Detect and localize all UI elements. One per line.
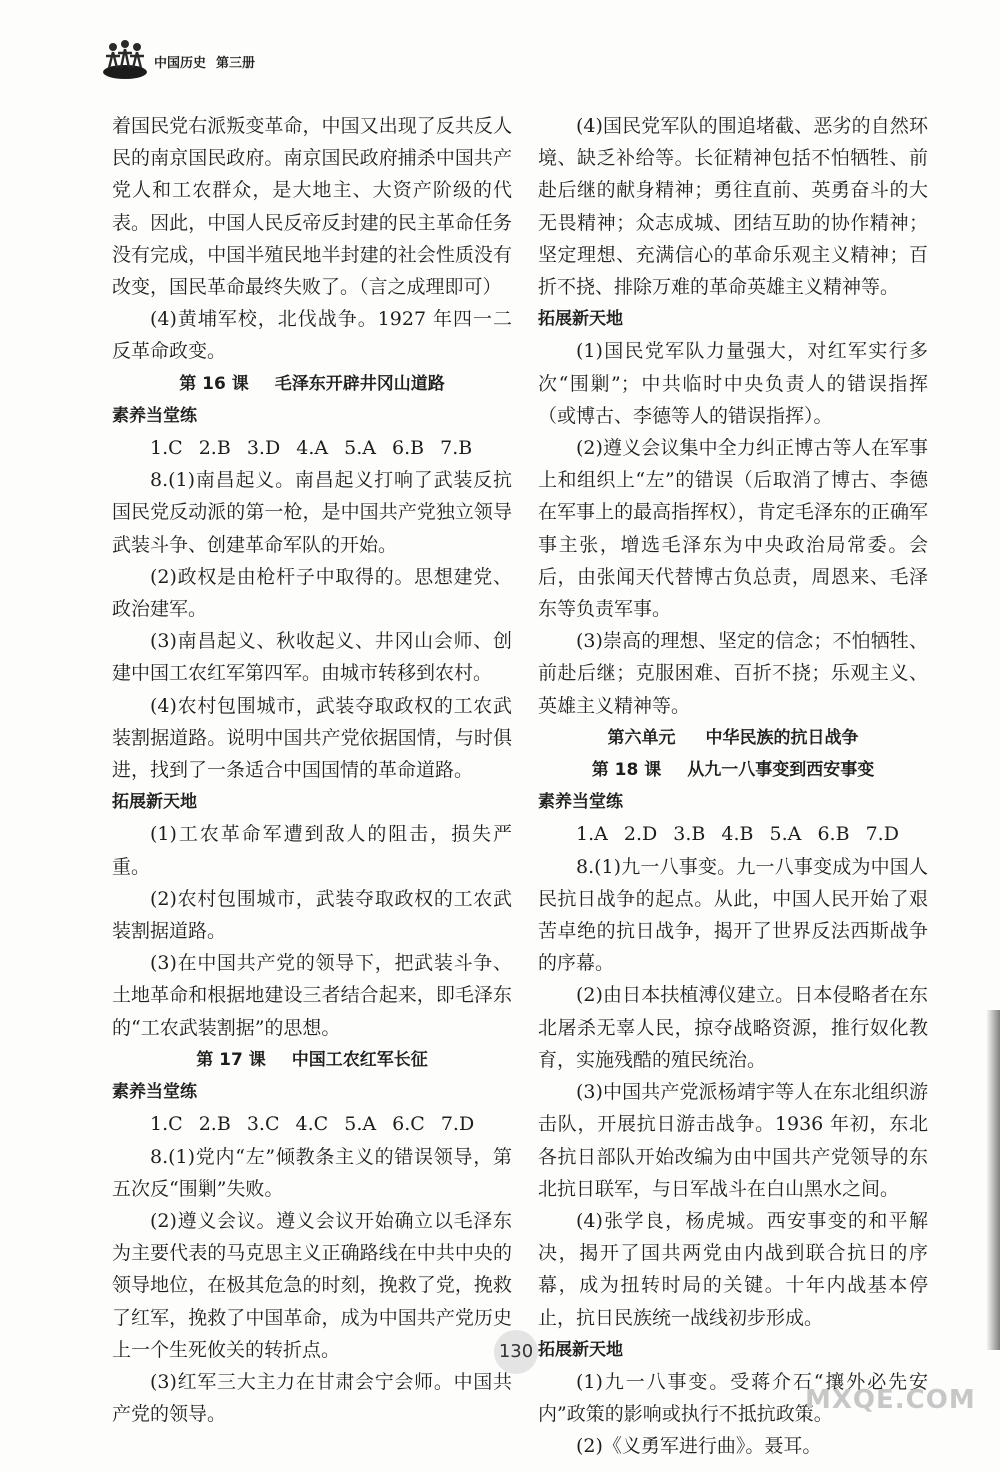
lesson-title: 从九一八事变到西安事变: [687, 760, 875, 781]
paragraph: 8.(1)南昌起义。南昌起义打响了武装反抗国民党反动派的第一枪，是中国共产党独立领导武装斗争、创建革命军队的开始。: [112, 469, 512, 556]
paragraph: (2)遵义会议集中全力纠正博古等人在军事上和组织上“左”的错误（后取消了博古、李德在军事上的最高指挥权），肯定毛泽东的正确军事主张，增选毛泽东为中央政治局常委。会后，由张闻天代替博古负总责，周恩来、毛泽东等负责军事。: [538, 437, 928, 621]
paragraph: (4)农村包围城市，武装夺取政权的工农武装割据道路。说明中国共产党依据国情，与时俱进，找到了一条适合中国国情的革命道路。: [112, 694, 512, 782]
unit-number: 第六单元: [607, 727, 676, 748]
paragraph: (3)红军三大主力在甘肃会宁会师。中国共产党的领导。: [112, 1370, 512, 1426]
paragraph: (1)工农革命军遭到敌人的阻击，损失严重。: [112, 823, 512, 878]
paragraph: (2)政权是由枪杆子中取得的。思想建党、政治建军。: [112, 565, 512, 621]
page-number: 130: [494, 1330, 538, 1374]
page-edge-shadow: [986, 1010, 1000, 1350]
lesson-title: 毛泽东开辟井冈山道路: [274, 373, 445, 394]
page-header: [100, 38, 320, 80]
lesson-number: 第 16 课: [179, 373, 249, 394]
unit-title: 中华民族的抗日战争: [705, 727, 859, 748]
paragraph: (3)南昌起义、秋收起义、井冈山会师、创建中国工农红军第四军。由城市转移到农村。: [112, 630, 512, 685]
volume-title: 第三册: [216, 56, 256, 71]
answer-key: 1.C 2.B 3.D 4.A 5.A 6.B 7.B: [150, 437, 473, 460]
running-title: [154, 52, 265, 71]
lesson-heading: [112, 1044, 512, 1076]
paragraph: (2)农村包围城市，武装夺取政权的工农武装割据道路。: [112, 887, 512, 943]
paragraph: (4)张学良，杨虎城。西安事变的和平解决，揭开了国共两党由内战到联合抗日的序幕，成为扭转时局的关键。十年内战基本停止，抗日民族统一战线初步形成。: [538, 1209, 928, 1329]
left-column: [112, 110, 512, 1430]
paragraph: (3)崇高的理想、坚定的信念；不怕牺牲、前赴后继；克服困难、百折不挠；乐观主义、英雄主义精神等。: [538, 630, 928, 717]
section-heading: 拓展新天地: [538, 1339, 623, 1360]
lesson-title: 中国工农红军长征: [291, 1049, 428, 1070]
right-column: [538, 110, 928, 1463]
paragraph: 8.(1)九一八事变。九一八事变成为中国人民抗日战争的起点。从此，中国人民开始了艰苦卓绝的抗日战争，揭开了世界反法西斯战争的序幕。: [538, 855, 928, 975]
unit-heading: [538, 722, 928, 754]
section-heading: 素养当堂练: [112, 1082, 197, 1103]
paragraph: (3)在中国共产党的领导下，把武装斗争、土地革命和根据地建设三者结合起来，即毛泽东的“工农武装割据”的思想。: [112, 952, 512, 1039]
paragraph: (1)九一八事变。受蒋介石“攘外必先安内”政策的影响或执行不抵抗政策。: [538, 1370, 928, 1426]
lesson-heading: [538, 754, 928, 786]
paragraph: (2)由日本扶植溥仪建立。日本侵略者在东北屠杀无辜人民，掠夺战略资源，推行奴化教育，实施残酷的殖民统治。: [538, 984, 928, 1071]
book-logo-icon: [100, 38, 150, 80]
book-title: 中国历史: [154, 56, 207, 71]
section-heading: 素养当堂练: [538, 792, 623, 813]
paragraph: (2)遵义会议。遵义会议开始确立以毛泽东为主要代表的马克思主义正确路线在中共中央的领导地位，在极其危急的时刻，挽救了党，挽救了红军，挽救了中国革命，成为中国共产党历史上一个生死攸关的转折点。: [112, 1209, 512, 1361]
paragraph: (3)中国共产党派杨靖宇等人在东北组织游击队，开展抗日游击战争。1936 年初，东北各抗日部队开始改编为由中国共产党领导的东北抗日联军，与日军战斗在白山黑水之间。: [538, 1081, 928, 1200]
paragraph: (4)国民党军队的围追堵截、恶劣的自然环境、缺乏补给等。长征精神包括不怕牺牲、前赴后继的献身精神；勇往直前、英勇奋斗的大无畏精神；众志成城、团结互助的协作精神；坚定理想、充满信心的革命乐观主义精神；百折不挠、排除万难的革命英雄主义精神等。: [538, 115, 928, 299]
site-watermark: MXQE.COM: [805, 1385, 976, 1415]
section-heading: 素养当堂练: [112, 405, 197, 426]
lesson-number: 第 18 课: [591, 760, 662, 781]
lesson-number: 第 17 课: [196, 1049, 266, 1070]
paragraph: (1)国民党军队力量强大，对红军实行多次“围剿”；中共临时中央负责人的错误指挥（或博古、李德等人的错误指挥）。: [538, 340, 928, 427]
answer-key: 1.A 2.D 3.B 4.B 5.A 6.B 7.D: [576, 823, 899, 846]
paragraph: 8.(1)党内“左”倾教条主义的错误领导，第五次反“围剿”失败。: [112, 1145, 512, 1200]
paragraph: (2)《义勇军进行曲》。聂耳。: [576, 1435, 822, 1458]
answer-key: 1.C 2.B 3.C 4.C 5.A 6.C 7.D: [150, 1113, 475, 1136]
section-heading: 拓展新天地: [538, 309, 623, 330]
paragraph: 着国民党右派叛变革命，中国又出现了反共反人民的南京国民政府。南京国民政府捕杀中国共产党人和工农群众，是大地主、大资产阶级的代表。因此，中国人民反帝反封建的民主革命任务没有完成，中国半殖民地半封建的社会性质没有改变，国民革命最终失败了。（言之成理即可）: [112, 115, 512, 299]
section-heading: 拓展新天地: [112, 792, 197, 813]
paragraph: (4)黄埔军校，北伐战争。1927 年四一二反革命政变。: [112, 308, 512, 363]
lesson-heading: [112, 368, 512, 400]
